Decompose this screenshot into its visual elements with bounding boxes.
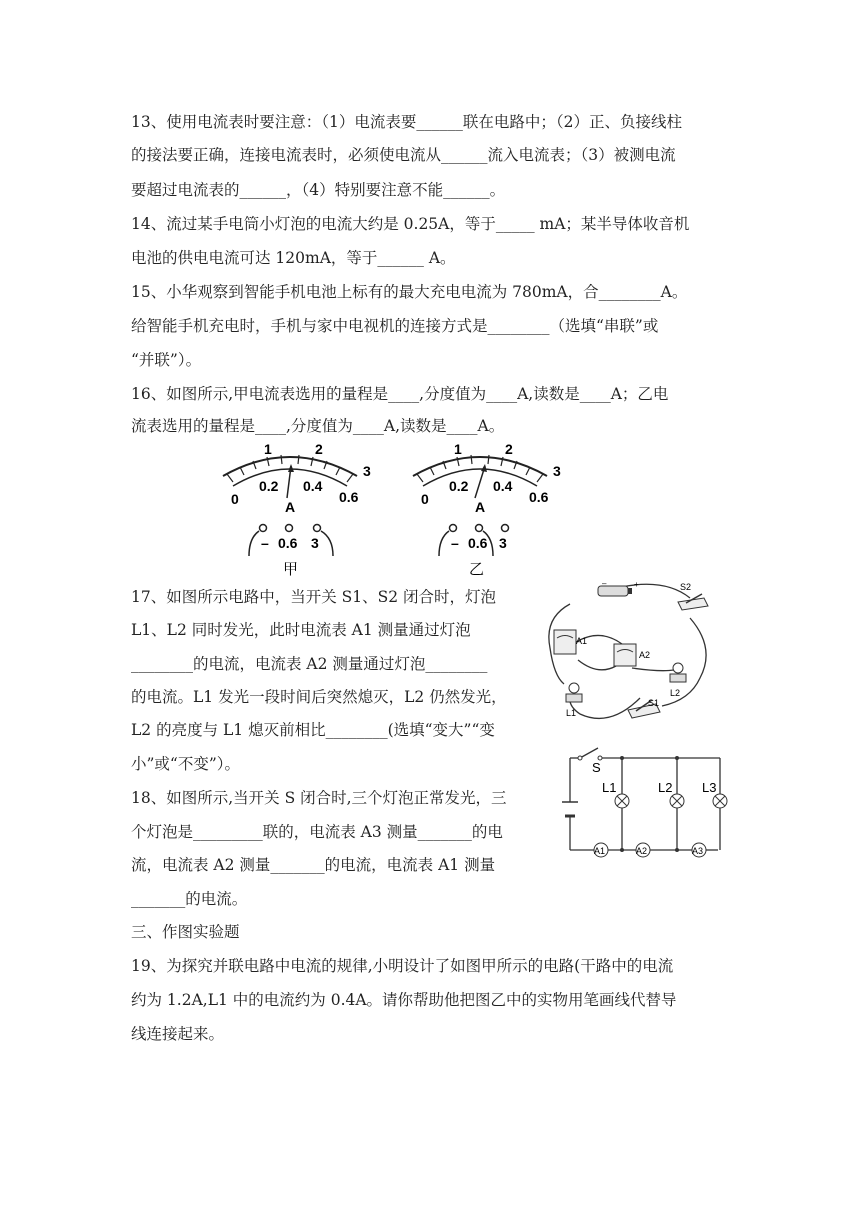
q16-line-2: 流表选用的量程是____,分度值为____A,读数是____A。: [131, 417, 505, 435]
meter-jia-top-3: 3: [363, 463, 371, 479]
q18-label-s: S: [592, 760, 601, 775]
meter-yi-terminal-3: 3: [499, 535, 507, 551]
q17-line-3: ________的电流，电流表 A2 测量通过灯泡________: [131, 655, 488, 673]
q13-line-3: 要超过电流表的______，（4）特别要注意不能______。: [131, 181, 506, 199]
q17-line-1: 17、如图所示电路中，当开关 S1、S2 闭合时，灯泡: [131, 588, 497, 606]
q17-battery-plus: +: [634, 580, 639, 589]
meter-yi-top-1: 1: [454, 441, 462, 457]
ammeter-figure-jia: [205, 438, 375, 578]
meter-jia-terminal-06: 0.6: [278, 535, 298, 551]
ammeter-a2-icon: [614, 644, 636, 666]
meter-jia-bottom-3: 0.6: [339, 489, 359, 505]
q17-label-a1: A1: [576, 636, 588, 646]
q17-label-a2: A2: [639, 650, 651, 660]
q18-line-2: 个灯泡是_________联的，电流表 A3 测量_______的电: [131, 823, 503, 841]
meter-jia-bottom-1: 0.2: [259, 478, 279, 494]
q17-line-5: L2 的亮度与 L1 熄灭前相比________(选填“变大”“变: [131, 721, 495, 739]
q15-line-3: “并联”）。: [131, 351, 202, 369]
meter-yi-top-3: 3: [553, 463, 561, 479]
section-3-title: 三、作图实验题: [131, 923, 240, 941]
bulb-l1-icon: [569, 683, 579, 693]
q17-line-6: 小”或“不变”）。: [131, 755, 241, 773]
q13-line-2: 的接法要正确，连接电流表时，必须使电流从______流入电流表；（3）被测电流: [131, 146, 676, 164]
meter-yi-bottom-1: 0.2: [449, 478, 469, 494]
q18-label-l3: L3: [702, 780, 717, 795]
meter-yi-terminal-neg: –: [451, 535, 459, 551]
q19-line-2: 约为 1.2A,L1 中的电流约为 0.4A。请你帮助他把图乙中的实物用笔画线代替导: [131, 991, 677, 1009]
meter-yi-bottom-2: 0.4: [493, 478, 513, 494]
q17-battery-minus: –: [602, 579, 607, 588]
meter-jia-top-2: 2: [315, 441, 323, 457]
meter-yi-terminal-06: 0.6: [468, 535, 488, 551]
bulb-l2-icon: [673, 663, 683, 673]
lamp-l1-icon: [615, 794, 629, 808]
q17-circuit-figure: [540, 578, 722, 738]
q19-line-1: 19、为探究并联电路中电流的规律,小明设计了如图甲所示的电路(干路中的电流: [131, 957, 674, 975]
meter-jia-terminal-3: 3: [311, 535, 319, 551]
q14-line-2: 电池的供电电流可达 120mA，等于______ A。: [131, 249, 456, 267]
meter-jia-top-1: 1: [264, 441, 272, 457]
meter-yi-bottom-3: 0.6: [529, 489, 549, 505]
lamp-l3-icon: [713, 794, 727, 808]
q13-line-1: 13、使用电流表时要注意：（1）电流表要______联在电路中；（2）正、负接线柱: [131, 113, 682, 131]
meter-jia-terminal-neg: –: [261, 535, 269, 551]
meter-jia-bottom-2: 0.4: [303, 478, 323, 494]
q17-label-s2: S2: [680, 582, 692, 592]
q18-line-4: _______的电流。: [131, 890, 248, 908]
q17-label-s1: S1: [648, 698, 660, 708]
q18-line-3: 流，电流表 A2 测量_______的电流，电流表 A1 测量: [131, 856, 496, 874]
ammeter-figure-yi: [395, 438, 565, 578]
ammeter-a1-icon: [554, 630, 576, 654]
meter-jia-bottom-0: 0: [231, 491, 239, 507]
q15-line-2: 给智能手机充电时，手机与家中电视机的连接方式是________（选填“串联”或: [131, 317, 659, 335]
q18-label-a1: A1: [594, 846, 606, 856]
q18-label-l1: L1: [602, 780, 617, 795]
meter-yi-bottom-0: 0: [421, 491, 429, 507]
q17-line-2: L1、L2 同时发光，此时电流表 A1 测量通过灯泡: [131, 621, 471, 639]
q18-label-a2: A2: [636, 846, 648, 856]
q18-circuit-diagram: [556, 746, 740, 862]
q17-label-l1: L1: [566, 708, 577, 718]
meter-yi-caption: 乙: [469, 561, 485, 578]
meter-jia-caption: 甲: [283, 561, 299, 578]
q18-label-l2: L2: [658, 780, 673, 795]
meter-yi-unit: A: [475, 499, 486, 515]
lamp-l2-icon: [670, 794, 684, 808]
q15-line-1: 15、小华观察到智能手机电池上标有的最大充电电流为 780mA，合________A。: [131, 283, 688, 301]
q19-line-3: 线连接起来。: [131, 1025, 225, 1043]
q18-label-a3: A3: [692, 846, 704, 856]
meter-jia-unit: A: [285, 499, 296, 515]
q14-line-1: 14、流过某手电筒小灯泡的电流大约是 0.25A，等于_____ mA；某半导体收音机: [131, 215, 690, 233]
meter-yi-top-2: 2: [505, 441, 513, 457]
q18-line-1: 18、如图所示,当开关 S 闭合时,三个灯泡正常发光，三: [131, 789, 507, 807]
q17-label-l2: L2: [670, 688, 681, 698]
q16-line-1: 16、如图所示,甲电流表选用的量程是____,分度值为____A,读数是____A；乙电: [131, 385, 669, 403]
q17-line-4: 的电流。L1 发光一段时间后突然熄灭，L2 仍然发光，: [131, 688, 507, 706]
